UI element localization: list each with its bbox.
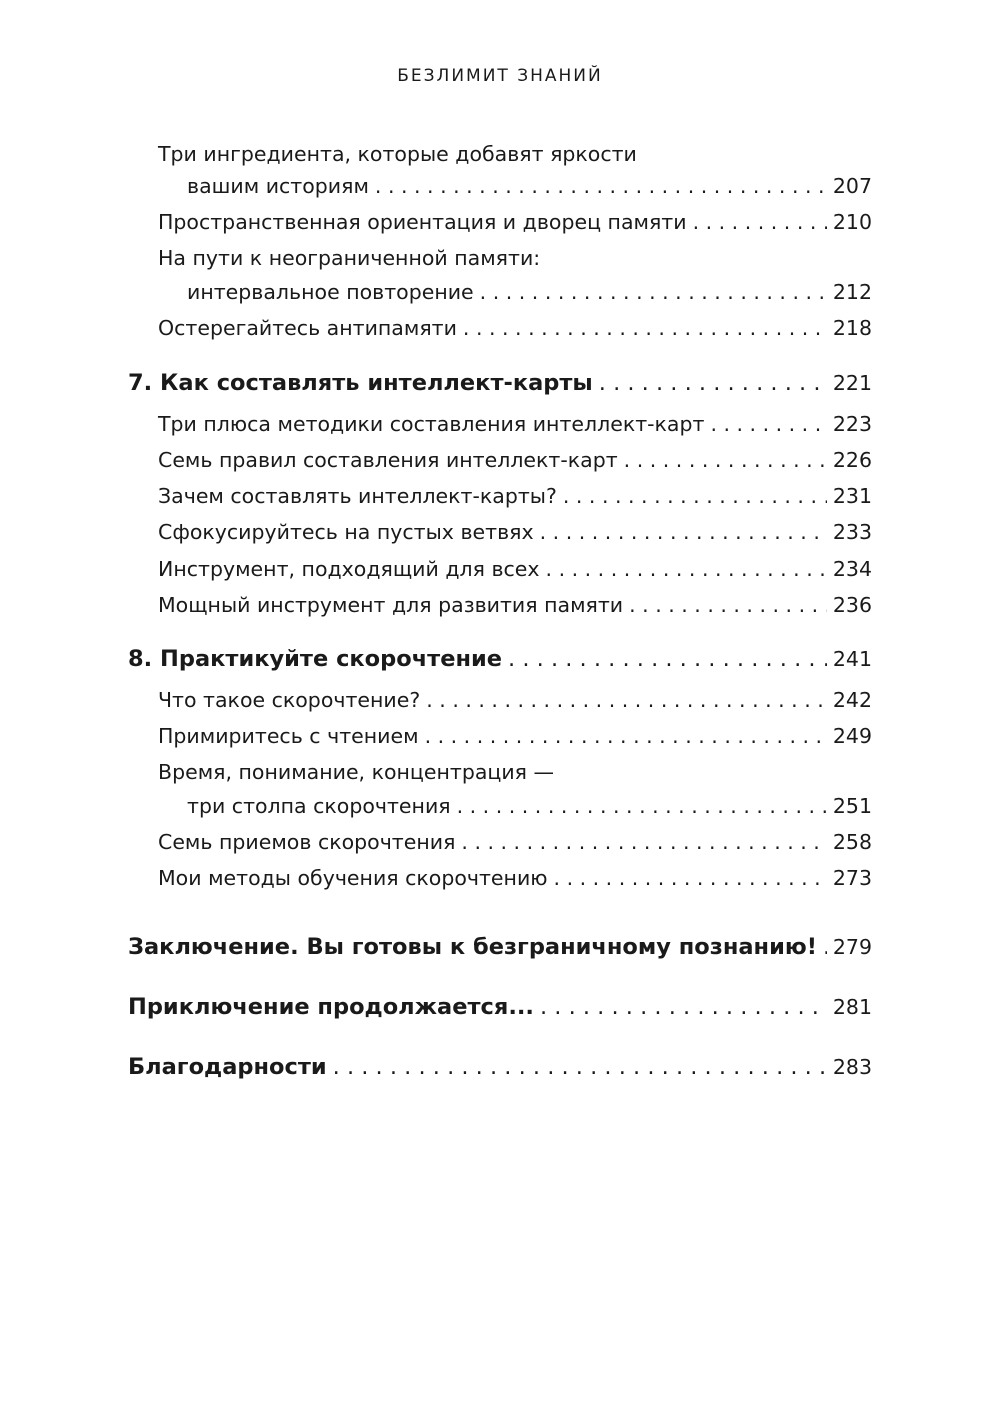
toc-page-number: 226	[832, 448, 872, 472]
toc-entry-title: Что такое скорочтение?	[158, 688, 421, 712]
dot-leader	[540, 994, 827, 1020]
dot-leader	[463, 316, 827, 340]
toc-page-number: 210	[832, 210, 872, 234]
toc-page-number: 258	[832, 830, 872, 854]
toc-entry-title-line1: Время, понимание, концентрация —	[158, 760, 555, 784]
toc-chapter-title: 7. Как составлять интеллект-карты	[128, 370, 593, 396]
dot-leader	[426, 688, 827, 712]
toc-chapter-title: Приключение продолжается...	[128, 994, 534, 1020]
toc-entry-title: Зачем составлять интеллект-карты?	[158, 484, 557, 508]
toc-entry-title: вашим историям	[187, 174, 369, 198]
toc-entry-title: Остерегайтесь антипамяти	[158, 316, 457, 340]
toc-entry-title: Инструмент, подходящий для всех	[158, 557, 540, 581]
toc-entry-title: Сфокусируйтесь на пустых ветвях	[158, 520, 534, 544]
toc-page-number: 212	[832, 280, 872, 304]
dot-leader	[375, 174, 827, 198]
toc-chapter-title: Благодарности	[128, 1054, 327, 1080]
toc-chapter-title: 8. Практикуйте скорочтение	[128, 646, 503, 672]
toc-entry-title: Примиритесь с чтением	[158, 724, 419, 748]
toc-entry-title: Мои методы обучения скорочтению	[158, 866, 548, 890]
dot-leader	[563, 484, 827, 508]
dot-leader	[629, 593, 827, 617]
toc-page-number: 249	[832, 724, 872, 748]
dot-leader	[823, 934, 827, 960]
dot-leader	[480, 280, 827, 304]
toc-page-number: 223	[832, 412, 872, 436]
toc-page-number: 218	[832, 316, 872, 340]
toc-entry-title: Семь правил составления интеллект-карт	[158, 448, 618, 472]
dot-leader	[554, 866, 827, 890]
toc-page-number: 231	[832, 484, 872, 508]
toc-page-number: 221	[832, 371, 872, 395]
toc-entry-title-line1: Три ингредиента, которые добавят яркости	[158, 142, 637, 166]
toc-page-number: 233	[832, 520, 872, 544]
toc-page-number: 241	[832, 647, 872, 671]
dot-leader	[546, 557, 827, 581]
toc-entry-title-line1: На пути к неограниченной памяти:	[158, 246, 541, 270]
toc-page-number: 236	[832, 593, 872, 617]
dot-leader	[508, 646, 827, 672]
toc-page-number: 251	[832, 794, 872, 818]
dot-leader	[425, 724, 827, 748]
toc-page-number: 234	[832, 557, 872, 581]
toc-entry-title: Три плюса методики составления интеллект-карт	[158, 412, 705, 436]
toc-page-number: 207	[832, 174, 872, 198]
toc-page-number: 279	[832, 935, 872, 959]
dot-leader	[461, 830, 826, 854]
dot-leader	[710, 412, 826, 436]
toc-page-number: 283	[832, 1055, 872, 1079]
toc-page-number: 281	[832, 995, 872, 1019]
toc-entry-title: интервальное повторение	[187, 280, 474, 304]
dot-leader	[540, 520, 827, 544]
dot-leader	[333, 1054, 827, 1080]
toc-page-number: 273	[832, 866, 872, 890]
dot-leader	[624, 448, 827, 472]
toc-entry-title: три столпа скорочтения	[187, 794, 451, 818]
running-header: БЕЗЛИМИТ ЗНАНИЙ	[397, 66, 603, 86]
dot-leader	[457, 794, 827, 818]
toc-entry-title: Пространственная ориентация и дворец памяти	[158, 210, 687, 234]
dot-leader	[599, 370, 827, 396]
toc-page-number: 242	[832, 688, 872, 712]
dot-leader	[693, 210, 827, 234]
toc-chapter-title: Заключение. Вы готовы к безграничному познанию!	[128, 934, 818, 960]
toc-entry-title: Семь приемов скорочтения	[158, 830, 456, 854]
toc-entry-title: Мощный инструмент для развития памяти	[158, 593, 624, 617]
